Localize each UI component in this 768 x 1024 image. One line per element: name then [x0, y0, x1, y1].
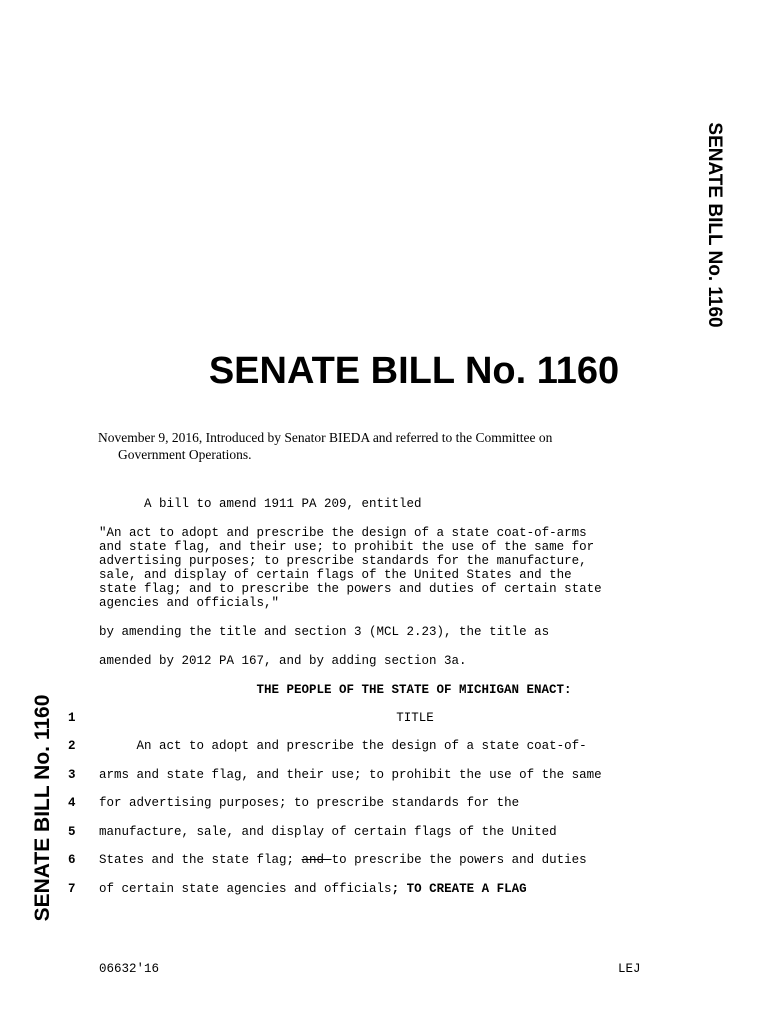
- bill-text-line: arms and state flag, and their use; to prohibit the use of the same: [99, 768, 602, 782]
- bill-text-segment: to prescribe the powers and duties: [331, 853, 587, 867]
- bill-text-line: [99, 882, 527, 896]
- line-number: 6: [68, 853, 76, 867]
- line-number: 1: [68, 711, 76, 725]
- quoted-title-line: sale, and display of certain flags of the United States and the: [99, 568, 572, 582]
- introduction-line-2: Government Operations.: [118, 447, 252, 462]
- drafter-initials: LEJ: [618, 962, 641, 976]
- line-number: 7: [68, 882, 76, 896]
- amending-line-1: by amending the title and section 3 (MCL 2.23), the title as: [99, 625, 550, 639]
- document-id: 06632'16: [99, 962, 160, 976]
- introduction-note: [98, 429, 658, 463]
- quoted-title-line: agencies and officials,": [99, 596, 280, 610]
- quoted-title-line: and state flag, and their use; to prohibit the use of the same for: [99, 540, 595, 554]
- struck-text: and: [301, 853, 332, 867]
- quoted-title-line: state flag; and to prescribe the powers and duties of certain state: [99, 582, 602, 596]
- bill-intro: A bill to amend 1911 PA 209, entitled: [144, 497, 422, 511]
- introduction-line-1: November 9, 2016, Introduced by Senator BIEDA and referred to the Committee on: [98, 430, 553, 445]
- quoted-title: [99, 526, 699, 610]
- side-label-left-text: SENATE BILL No. 1160: [31, 694, 54, 922]
- bill-text-segment: States and the state flag;: [99, 853, 302, 867]
- bill-text-line: for advertising purposes; to prescribe standards for the: [99, 796, 520, 810]
- amending-line-2: amended by 2012 PA 167, and by adding section 3a.: [99, 654, 467, 668]
- page-title: SENATE BILL No. 1160: [208, 350, 620, 392]
- quoted-title-line: advertising purposes; to prescribe standards for the manufacture,: [99, 554, 587, 568]
- bill-text-segment: of certain state agencies and officials: [99, 882, 392, 896]
- bill-text-line: [99, 853, 587, 867]
- quoted-title-line: "An act to adopt and prescribe the design of a state coat-of-arms: [99, 526, 587, 540]
- bill-text-line: An act to adopt and prescribe the design of a state coat-of-: [99, 739, 587, 753]
- enacting-clause: THE PEOPLE OF THE STATE OF MICHIGAN ENACT:: [256, 683, 572, 697]
- side-label-right-text: SENATE BILL No. 1160: [704, 122, 725, 328]
- line-number: 3: [68, 768, 76, 782]
- line-number: 2: [68, 739, 76, 753]
- line-number: 4: [68, 796, 76, 810]
- section-heading-title: TITLE: [396, 711, 434, 725]
- bill-text-line: manufacture, sale, and display of certain flags of the United: [99, 825, 557, 839]
- inserted-text: ; TO CREATE A FLAG: [391, 882, 527, 896]
- line-number: 5: [68, 825, 76, 839]
